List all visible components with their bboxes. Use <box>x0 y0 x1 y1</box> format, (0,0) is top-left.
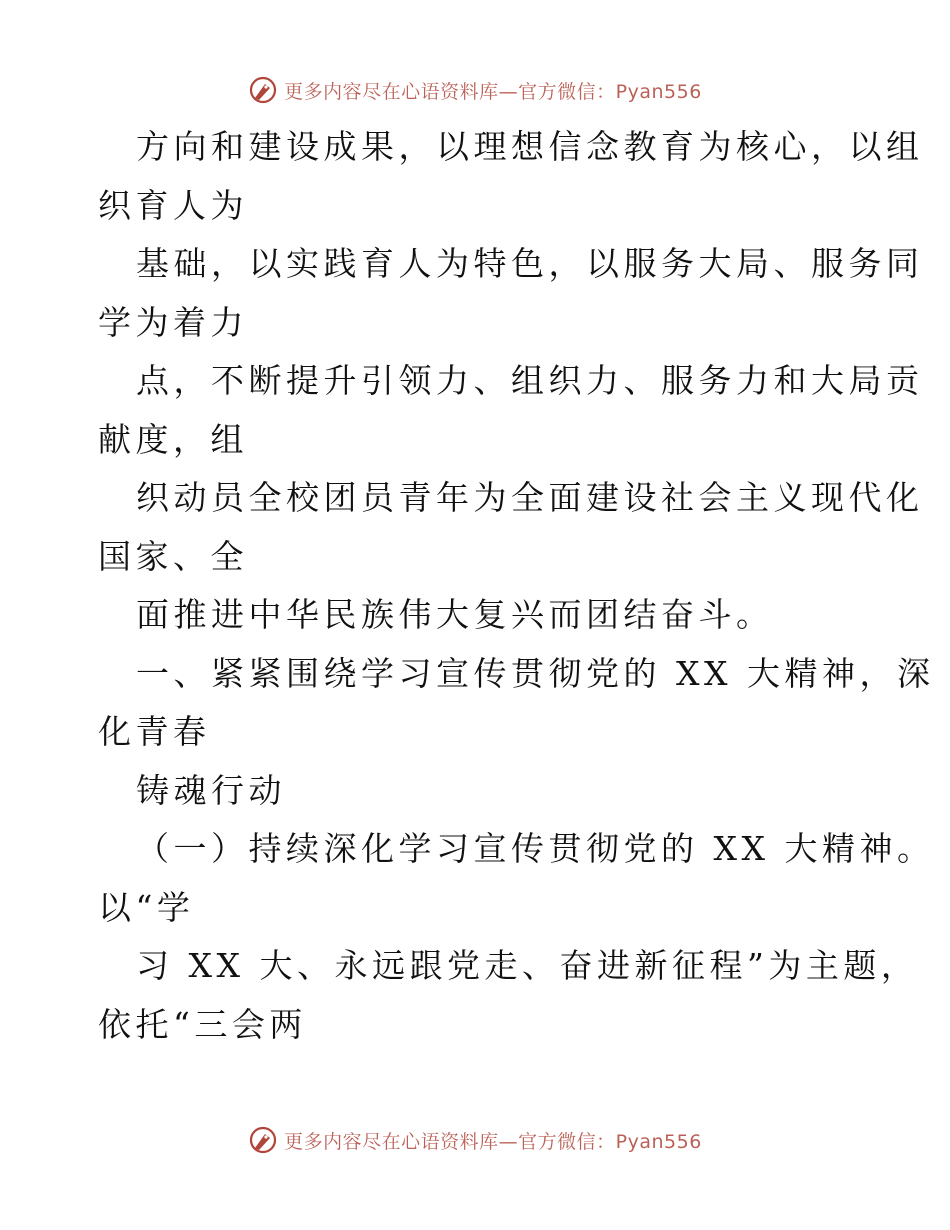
section-heading-line: 化青春 <box>98 712 211 751</box>
text-line: 习 XX 大、永远跟党走、奋进新征程”为主题， <box>136 946 919 985</box>
text-line: 国家、全 <box>98 536 248 576</box>
footer-banner-text: 更多内容尽在心语资料库—官方微信：Pyan556 <box>284 1130 702 1153</box>
subsection-line: （一）持续深化学习宣传贯彻党的 XX 大精神。 <box>136 829 935 868</box>
text-line: 织动员全校团员青年为全面建设社会主义现代化 <box>136 478 924 517</box>
header-banner <box>0 70 950 110</box>
text-line: 以“学 <box>98 887 195 927</box>
footer-banner <box>0 1120 950 1160</box>
text-line: 学为着力 <box>98 302 248 342</box>
document-body <box>98 118 935 1054</box>
text-line: 方向和建设成果，以理想信念教育为核心，以组 <box>136 127 924 166</box>
section-heading-line: 一、紧紧围绕学习宣传贯彻党的 XX 大精神，深 <box>136 653 935 693</box>
text-line: 依托“三会两 <box>98 1004 307 1044</box>
section-heading-line: 铸魂行动 <box>136 770 286 810</box>
pen-nib-logo-icon <box>248 1125 278 1155</box>
pen-nib-logo-icon <box>248 75 278 105</box>
text-line: 基础，以实践育人为特色，以服务大局、服务同 <box>136 244 924 283</box>
text-line: 点，不断提升引领力、组织力、服务力和大局贡 <box>136 361 924 400</box>
header-banner-text: 更多内容尽在心语资料库—官方微信：Pyan556 <box>284 80 702 103</box>
text-line: 织育人为 <box>98 185 248 225</box>
text-line: 献度，组 <box>98 419 248 459</box>
text-line: 面推进中华民族伟大复兴而团结奋斗。 <box>136 595 774 634</box>
